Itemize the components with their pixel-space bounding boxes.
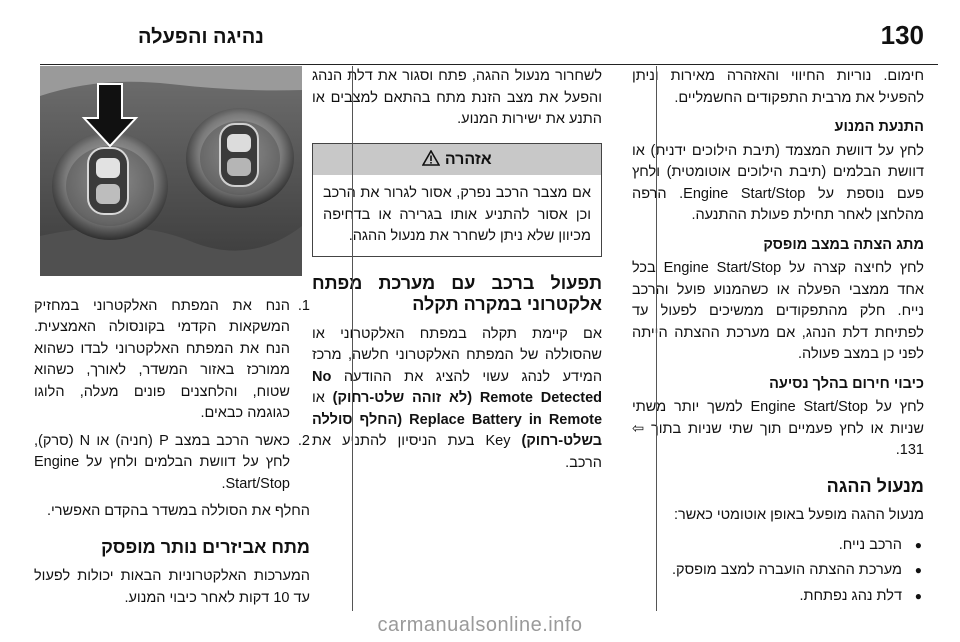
column-divider (656, 66, 657, 611)
emergency-body: לחץ על Engine Start/Stop למשך יותר משתי שניות או לחץ פעמיים תוך שתי שניות בתוך ⇦ 131. (632, 399, 924, 458)
step-number: 2. (297, 432, 310, 449)
list-item: ● הרכב נייח. (632, 535, 924, 557)
accessory-heading: מתח אביזרים נותר מופסק (101, 536, 310, 557)
fault-body-or: או (312, 390, 325, 406)
steering-lock-intro: מנעול ההגה מופעל באופן אוטומטי כאשר: (674, 507, 924, 523)
watermark: carmanualsonline.info (377, 614, 583, 636)
engine-start-body: לחץ על דוושת המצמד (תיבת הילוכים ידנית) או דוושת הבלמים (תיבת הילוכים אוטומטית) ולחץ פעם נוספת על Engine Start/Stop. הרפה מהלחצן לאחר תחילת פעולת ההתנעה. (632, 142, 924, 223)
fault-heading: תפעול ברכב עם מערכת מפתח אלקטרוני במקרה תקלה (312, 272, 602, 314)
engine-start-heading: התנעת המנוע (834, 119, 924, 135)
fault-body-suffix: Key בעת הניסיון להתניע את הרכב. (312, 433, 602, 471)
column-middle (312, 66, 602, 611)
step-number: 1. (297, 297, 310, 314)
unlock-paragraph: לשחרור מנעול ההגה, פתח וסגור את דלת הנהג והפעל את מצב הזנת מתח בהתאם למצבים או התנע את ישירות המנוע. (312, 68, 602, 127)
step-text: הנח את המפתח האלקטרוני במחזיק המשקאות הקדמי בקונסולה האמצעית. הנח את המפתח האלקטרוני לבדו כשהוא ממורכז באזור המשדר, לאורך, כשהוא שטוח, והלחצנים פונים מעלה, הלוגו כגוגמה כבאים. (34, 297, 290, 421)
emergency-heading: כיבוי חירום בהלך נסיעה (769, 375, 924, 392)
power-off-body: לחץ לחיצה קצרה על Engine Start/Stop בכל אחד ממצבי הפעלה או כשהמנוע פועל והרכב נייח. חלק מהתפקודים ממשיכים לפעול עד לפתיחת דלת הנהג, אם מערכת ההצתה הייתה לפני כן במצב פעולה. (632, 260, 924, 362)
cupholder-photo (40, 66, 302, 276)
warning-text: אם מצבר הרכב נפרק, אסור לגרור את הרכב וכן אסור להתניע אותו בגרירה או בדחיפה מכיוון שלא ניתן לשחרר את מנעול ההגה. (323, 185, 591, 244)
steering-lock-list (632, 535, 924, 608)
list-item (34, 431, 310, 496)
accessory-body: המערכות האלקטרוניות הבאות יכולות לפעול עד 10 דקות לאחר כיבוי המנוע. (34, 568, 310, 606)
list-item (34, 296, 310, 425)
column-left (34, 66, 310, 611)
power-off-heading: מתג הצתה במצב מופסק (763, 236, 924, 253)
message-replace-battery-he: (החלף סוללה בשלט-רחוק) (312, 411, 603, 449)
warning-box (312, 143, 602, 257)
warning-label: אזהרה (444, 150, 492, 168)
list-item: ● מערכת ההצתה הועברה למצב מופסק. (632, 560, 924, 582)
fault-body (312, 324, 602, 475)
header-rule (40, 64, 938, 65)
chapter-title: נהיגה והפעלה (138, 26, 264, 48)
list-item: ● דלת נהג נפתחת. (632, 586, 924, 608)
step-text: כאשר הרכב במצב P (חניה) או N (סרק), לחץ על דוושת הבלמים ולחץ על Engine Start/Stop. (34, 432, 291, 492)
column-divider (352, 66, 353, 611)
column-right (632, 66, 924, 611)
fault-body-prefix: אם קיימת תקלה במפתח האלקטרוני או שהסוללה של המפתח האלקטרוני חלשה, מרכז המידע לנהג עשוי להציג את ההודעה (312, 325, 603, 385)
warning-triangle-icon (422, 150, 440, 166)
message-no-remote-he: (לא זוהה שלט-רחוק) (332, 390, 473, 406)
intro-paragraph: חימום. נוריות החיווי והאזהרה מאירות וניתן להפעיל את מרבית התפקודים החשמליים. (632, 68, 924, 106)
warning-header (313, 144, 601, 176)
battery-replace-note: החלף את הסוללה במשדר בהקדם האפשרי. (47, 503, 310, 519)
message-replace-battery: Replace Battery in Remote (409, 411, 603, 428)
page-number: 130 (880, 20, 924, 50)
message-no-remote: No Remote Detected (312, 368, 603, 406)
key-steps-list (34, 296, 310, 496)
steering-lock-heading: מנעול ההגה (826, 475, 924, 496)
page-header (0, 22, 960, 62)
